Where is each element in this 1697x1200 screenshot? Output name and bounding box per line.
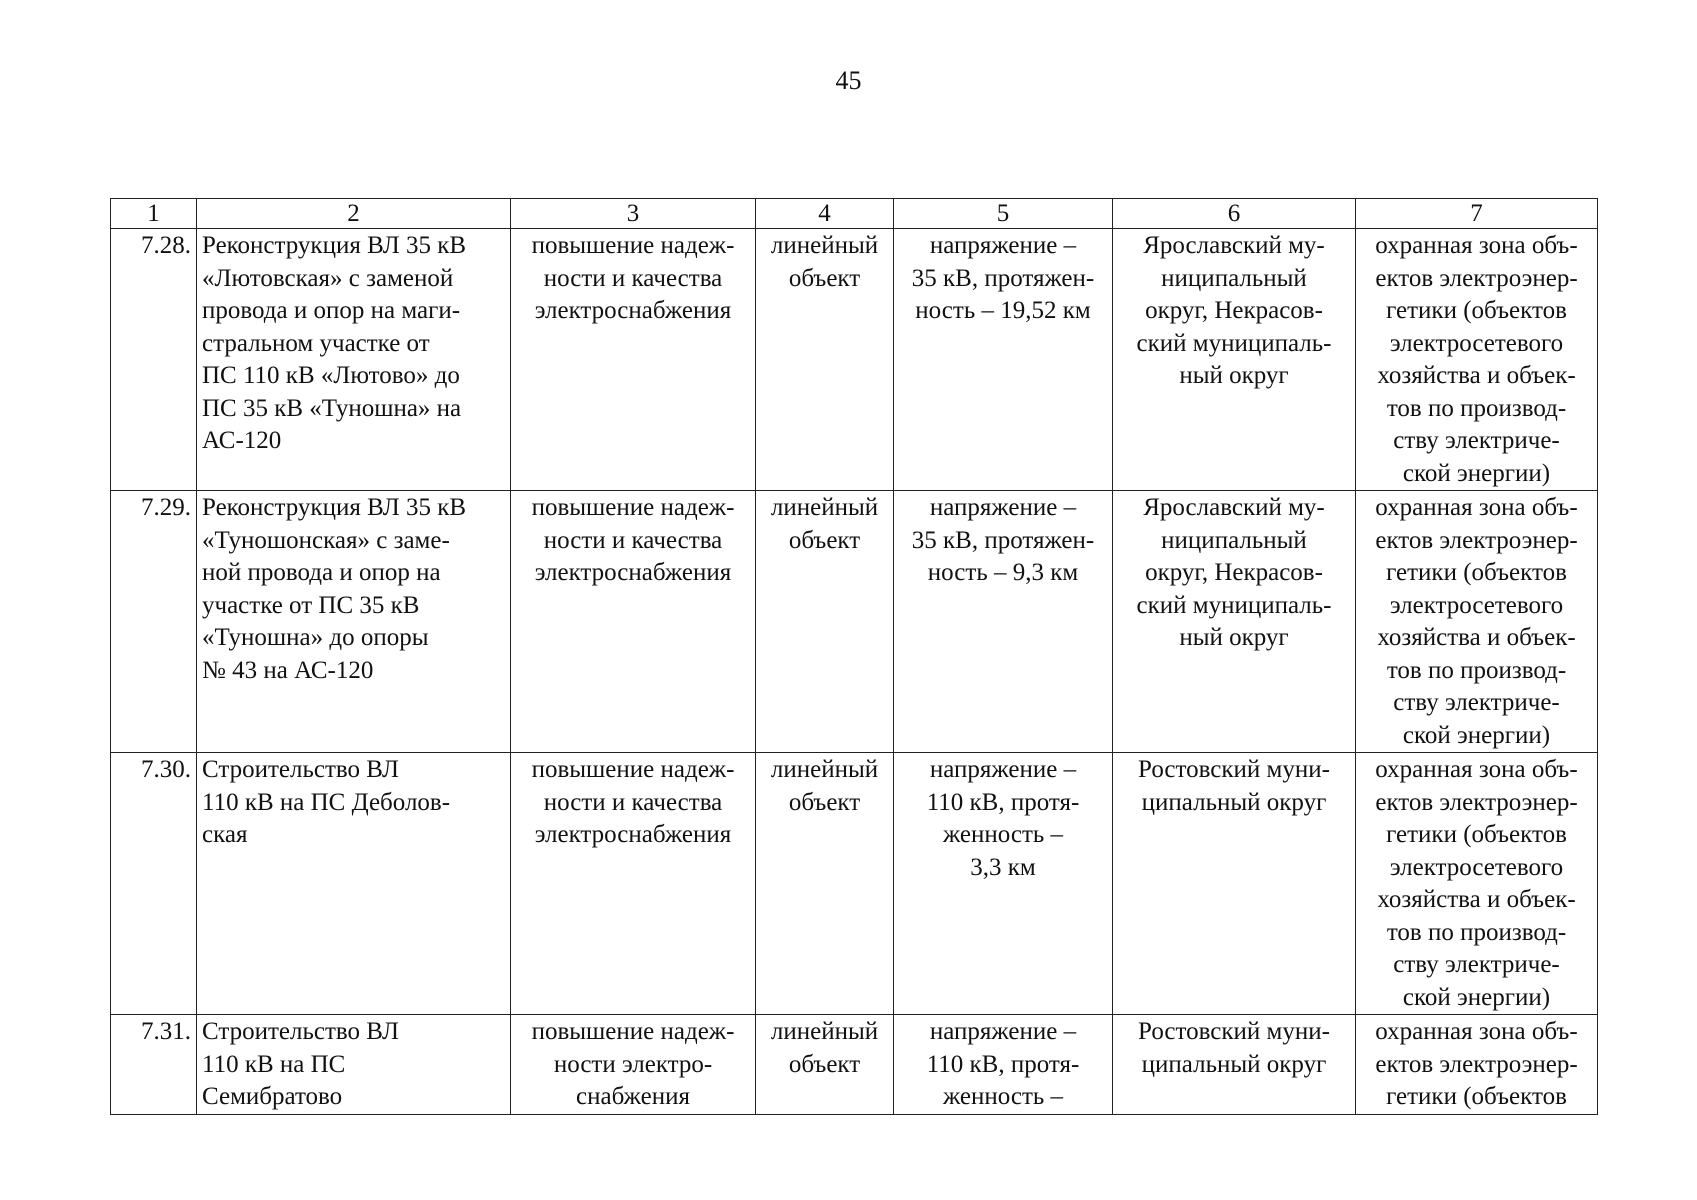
table-row	[111, 229, 1598, 491]
cell-text-line: № 43 на АС-120	[202, 656, 374, 684]
cell-text-line: ниципальный	[1161, 526, 1307, 554]
cell-text-line: ству электриче-	[1393, 689, 1560, 716]
cell-purpose	[511, 229, 756, 491]
cell-text-line: провода и опор на маги-	[202, 297, 461, 324]
cell-text-line: охранная зона объ-	[1375, 232, 1578, 259]
cell-text-line: напряжение –	[929, 756, 1077, 783]
cell-text-line: стральном участке от	[202, 329, 430, 357]
cell-text-line: ская	[202, 821, 248, 848]
cell-text-line: 110 кВ на ПС Деболов-	[202, 788, 451, 816]
cell-text-line: ский муниципаль-	[1136, 329, 1332, 357]
cell-object-name	[197, 1015, 511, 1115]
cell-text-line: электроснабжения	[534, 559, 732, 586]
cell-text-line: ектов электроэнер-	[1375, 788, 1578, 816]
cell-text-line: гетики (объектов	[1386, 1083, 1567, 1110]
cell-location	[1113, 229, 1356, 491]
cell-text-line: охранная зона объ-	[1375, 494, 1578, 521]
cell-parameters	[894, 491, 1113, 753]
cell-text-line: ности и качества	[543, 788, 723, 816]
cell-text-line: Ярославский му-	[1143, 232, 1325, 259]
cell-text-line: объект	[788, 264, 861, 292]
cell-text-line: ству электриче-	[1393, 427, 1560, 454]
cell-text-line: «Туношна» до опоры	[202, 624, 429, 651]
cell-text-line: ный округ	[1179, 362, 1289, 389]
cell-text-line: ный округ	[1179, 624, 1289, 651]
cell-text-line: охранная зона объ-	[1375, 756, 1578, 783]
cell-text-line: электросетевого	[1389, 329, 1564, 357]
cell-text-line: Строительство ВЛ	[202, 756, 399, 783]
cell-text-line: напряжение –	[929, 494, 1077, 521]
cell-number: 7.31.	[111, 1015, 197, 1115]
cell-text-line: 3,3 км	[970, 853, 1036, 881]
cell-text-line: участке от ПС 35 кВ	[202, 591, 420, 619]
cell-text-line: хозяйства и объек-	[1377, 624, 1576, 651]
cell-text-line: ской энергии)	[1402, 459, 1551, 487]
cell-text-line: ности и качества	[543, 526, 723, 554]
cell-text-line: гетики (объектов	[1386, 297, 1567, 324]
cell-text-line: ности и качества	[543, 264, 723, 292]
cell-text-line: ность – 9,3 км	[927, 559, 1079, 586]
cell-text-line: 35 кВ, протяжен-	[911, 264, 1095, 292]
cell-text-line: электроснабжения	[534, 297, 732, 324]
cell-text-line: ектов электроэнер-	[1375, 526, 1578, 554]
cell-zone	[1356, 491, 1598, 753]
cell-text-line: тов по производ-	[1386, 656, 1567, 684]
cell-purpose	[511, 491, 756, 753]
cell-text-line: ский муниципаль-	[1136, 591, 1332, 619]
cell-object-name	[197, 753, 511, 1015]
cell-text-line: электросетевого	[1389, 853, 1564, 881]
cell-text-line: ектов электроэнер-	[1375, 264, 1578, 292]
cell-text-line: ной провода и опор на	[202, 559, 441, 586]
cell-text-line: повышение надеж-	[531, 1018, 735, 1045]
table-row	[111, 1015, 1598, 1115]
cell-text-line: электроснабжения	[534, 821, 732, 848]
cell-location	[1113, 1015, 1356, 1115]
cell-number: 7.30.	[111, 753, 197, 1015]
cell-object-type	[756, 753, 894, 1015]
cell-text-line: ПС 35 кВ «Туношна» на	[202, 394, 462, 422]
cell-text-line: ности электро-	[553, 1050, 713, 1078]
cell-text-line: Реконструкция ВЛ 35 кВ	[202, 494, 467, 521]
cell-zone	[1356, 1015, 1598, 1115]
table-body	[111, 229, 1598, 1115]
cell-text-line: Ярославский му-	[1143, 494, 1325, 521]
column-header: 4	[756, 199, 894, 229]
cell-text-line: «Лютовская» с заменой	[202, 264, 454, 292]
cell-object-type	[756, 229, 894, 491]
cell-text-line: округ, Некрасов-	[1145, 297, 1323, 324]
cell-text-line: Реконструкция ВЛ 35 кВ	[202, 232, 467, 259]
table-header	[111, 199, 1598, 229]
cell-text-line: ципальный округ	[1141, 788, 1327, 816]
cell-text-line: «Туношонская» с заме-	[202, 526, 450, 554]
cell-parameters	[894, 1015, 1113, 1115]
cell-text-line: АС-120	[202, 427, 282, 454]
cell-text-line: Ростовский муни-	[1138, 1018, 1330, 1045]
cell-text-line: ству электриче-	[1393, 951, 1560, 978]
cell-text-line: ципальный округ	[1141, 1050, 1327, 1078]
cell-text-line: ниципальный	[1161, 264, 1307, 292]
column-header: 5	[894, 199, 1113, 229]
cell-text-line: тов по производ-	[1386, 394, 1567, 422]
cell-text-line: ПС 110 кВ «Лютово» до	[202, 362, 460, 389]
cell-text-line: повышение надеж-	[531, 232, 735, 259]
cell-object-name	[197, 229, 511, 491]
cell-text-line: хозяйства и объек-	[1377, 362, 1576, 389]
page-number: 45	[835, 66, 862, 95]
cell-text-line: объект	[788, 526, 861, 554]
cell-text-line: женность –	[942, 821, 1064, 848]
column-header: 2	[197, 199, 511, 229]
cell-text-line: тов по производ-	[1386, 918, 1567, 946]
column-header: 6	[1113, 199, 1356, 229]
table-row	[111, 753, 1598, 1015]
cell-text-line: Строительство ВЛ	[202, 1018, 399, 1045]
cell-zone	[1356, 753, 1598, 1015]
cell-text-line: гетики (объектов	[1386, 821, 1567, 848]
cell-object-type	[756, 491, 894, 753]
cell-object-name	[197, 491, 511, 753]
cell-location	[1113, 753, 1356, 1015]
cell-text-line: ектов электроэнер-	[1375, 1050, 1578, 1078]
cell-text-line: линейный	[770, 232, 879, 259]
cell-location	[1113, 491, 1356, 753]
cell-text-line: линейный	[770, 1018, 879, 1045]
projects-table	[110, 198, 1598, 1115]
cell-text-line: напряжение –	[929, 232, 1077, 259]
cell-text-line: повышение надеж-	[531, 494, 735, 521]
cell-text-line: гетики (объектов	[1386, 559, 1567, 586]
cell-text-line: объект	[788, 788, 861, 816]
header-row	[111, 199, 1598, 229]
cell-text-line: повышение надеж-	[531, 756, 735, 783]
cell-purpose	[511, 1015, 756, 1115]
cell-text-line: снабжения	[576, 1083, 690, 1110]
cell-text-line: 110 кВ, протя-	[926, 788, 1080, 816]
cell-text-line: 110 кВ, протя-	[926, 1050, 1080, 1078]
cell-number: 7.29.	[111, 491, 197, 753]
cell-text-line: Семибратово	[202, 1083, 343, 1110]
column-header: 3	[511, 199, 756, 229]
cell-zone	[1356, 229, 1598, 491]
cell-number: 7.28.	[111, 229, 197, 491]
cell-text-line: объект	[788, 1050, 861, 1078]
cell-text-line: электросетевого	[1389, 591, 1564, 619]
cell-text-line: линейный	[770, 494, 879, 521]
cell-text-line: 110 кВ на ПС	[202, 1050, 346, 1078]
cell-purpose	[511, 753, 756, 1015]
cell-text-line: округ, Некрасов-	[1145, 559, 1323, 586]
cell-text-line: ской энергии)	[1402, 721, 1551, 749]
cell-text-line: линейный	[770, 756, 879, 783]
table-row	[111, 491, 1598, 753]
cell-parameters	[894, 753, 1113, 1015]
cell-text-line: женность –	[942, 1083, 1064, 1110]
cell-parameters	[894, 229, 1113, 491]
column-header: 7	[1356, 199, 1598, 229]
cell-text-line: напряжение –	[929, 1018, 1077, 1045]
cell-text-line: 35 кВ, протяжен-	[911, 526, 1095, 554]
column-header: 1	[111, 199, 197, 229]
cell-object-type	[756, 1015, 894, 1115]
cell-text-line: ность – 19,52 км	[915, 297, 1091, 324]
cell-text-line: охранная зона объ-	[1375, 1018, 1578, 1045]
cell-text-line: Ростовский муни-	[1138, 756, 1330, 783]
cell-text-line: ской энергии)	[1402, 983, 1551, 1011]
cell-text-line: хозяйства и объек-	[1377, 886, 1576, 913]
